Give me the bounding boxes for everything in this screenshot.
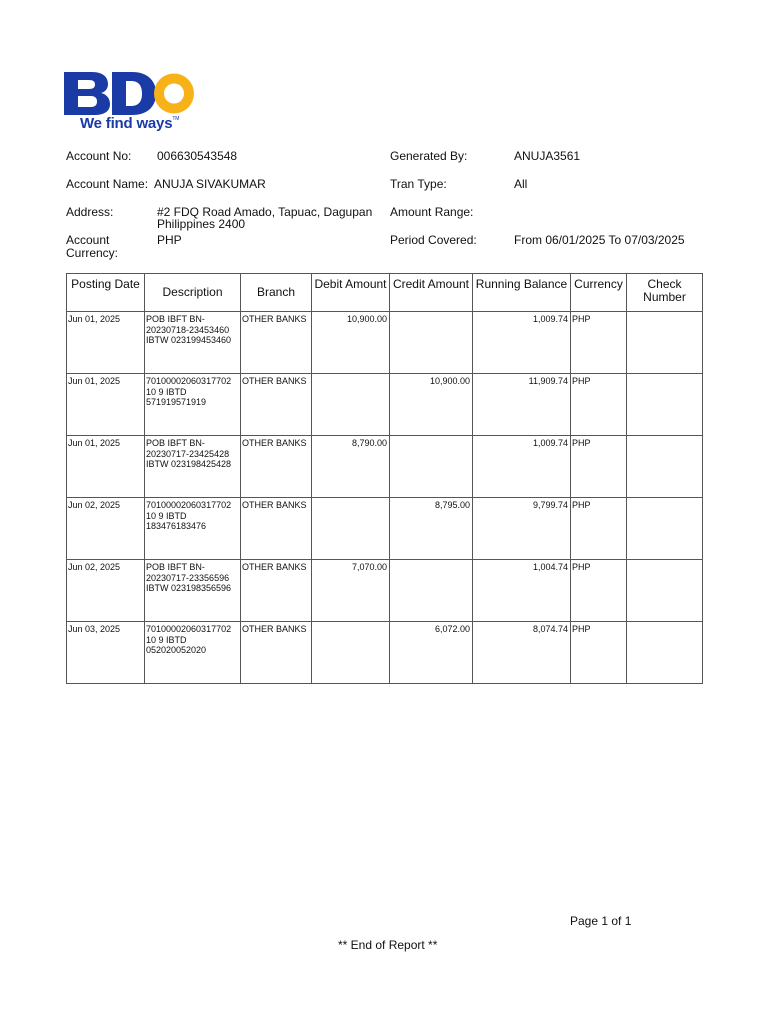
cell-credit: [390, 312, 473, 374]
desc-line: POB IBFT BN-: [146, 562, 205, 572]
cell-debit: 10,900.00: [312, 312, 390, 374]
desc-line: 183476183476: [146, 521, 207, 531]
account-no-value: 006630543548: [157, 149, 238, 163]
page-number: Page 1 of 1: [570, 914, 632, 928]
cell-branch: OTHER BANKS: [241, 498, 312, 560]
cell-check: [627, 436, 703, 498]
col-description: Description: [145, 274, 241, 312]
cell-debit: [312, 498, 390, 560]
generated-by-value: ANUJA3561: [514, 149, 581, 163]
cell-date: Jun 01, 2025: [67, 374, 145, 436]
period-label: Period Covered:: [390, 233, 477, 247]
cell-check: [627, 560, 703, 622]
cell-currency: PHP: [571, 622, 627, 684]
cell-balance: 9,799.74: [473, 498, 571, 560]
cell-check: [627, 622, 703, 684]
desc-line: 10 9 IBTD: [146, 386, 187, 397]
desc-line: 052020052020: [146, 645, 207, 655]
cell-description: [145, 374, 241, 436]
cell-currency: PHP: [571, 374, 627, 436]
currency-label-line-1: Account: [66, 233, 110, 247]
cell-currency: PHP: [571, 436, 627, 498]
table-row: [67, 436, 703, 498]
cell-check: [627, 498, 703, 560]
cell-branch: OTHER BANKS: [241, 374, 312, 436]
cell-check: [627, 374, 703, 436]
bdo-logo-mark: [62, 68, 202, 118]
col-currency: Currency: [571, 274, 627, 312]
cell-branch: OTHER BANKS: [241, 560, 312, 622]
desc-line: 70100002060317702: [146, 376, 232, 386]
cell-balance: 1,009.74: [473, 312, 571, 374]
col-debit-amount: Debit Amount: [312, 274, 390, 312]
cell-credit: [390, 436, 473, 498]
cell-date: Jun 03, 2025: [67, 622, 145, 684]
desc-line: IBTW 023198425428: [146, 459, 232, 469]
currency-label-line-2: Currency:: [66, 246, 119, 260]
col-posting-date: Posting Date: [67, 274, 145, 312]
desc-line: 70100002060317702: [146, 500, 232, 510]
cell-debit: [312, 374, 390, 436]
amount-range-label: Amount Range:: [390, 205, 474, 219]
cell-description: [145, 498, 241, 560]
period-value: From 06/01/2025 To 07/03/2025: [514, 233, 685, 247]
cell-currency: PHP: [571, 498, 627, 560]
generated-by-label: Generated By:: [390, 149, 468, 163]
desc-line: POB IBFT BN-: [146, 314, 205, 324]
currency-value: PHP: [157, 233, 182, 247]
col-credit-amount: Credit Amount: [390, 274, 473, 312]
cell-date: Jun 01, 2025: [67, 436, 145, 498]
table-row: [67, 312, 703, 374]
desc-line: 10 9 IBTD: [146, 634, 187, 645]
cell-description: [145, 436, 241, 498]
cell-balance: 11,909.74: [473, 374, 571, 436]
desc-line: 20230718-23453460: [146, 324, 230, 335]
col-branch: Branch: [241, 274, 312, 312]
desc-line: 20230717-23425428: [146, 448, 230, 459]
cell-balance: 8,074.74: [473, 622, 571, 684]
account-no-label: Account No:: [66, 149, 132, 163]
cell-check: [627, 312, 703, 374]
account-name-label: Account Name:: [66, 177, 149, 191]
cell-date: Jun 02, 2025: [67, 498, 145, 560]
table-row: [67, 622, 703, 684]
cell-debit: 8,790.00: [312, 436, 390, 498]
cell-date: Jun 02, 2025: [67, 560, 145, 622]
desc-line: 10 9 IBTD: [146, 510, 187, 521]
brand-tagline: We find ways™: [80, 115, 180, 132]
cell-debit: 7,070.00: [312, 560, 390, 622]
cell-debit: [312, 622, 390, 684]
account-name-value: ANUJA SIVAKUMAR: [154, 177, 266, 191]
desc-line: POB IBFT BN-: [146, 438, 205, 448]
desc-line: 70100002060317702: [146, 624, 232, 634]
desc-line: IBTW 023199453460: [146, 335, 232, 345]
cell-credit: [390, 560, 473, 622]
cell-branch: OTHER BANKS: [241, 436, 312, 498]
address-label: Address:: [66, 205, 114, 219]
cell-branch: OTHER BANKS: [241, 312, 312, 374]
transactions-table: [66, 273, 703, 684]
cell-credit: 6,072.00: [390, 622, 473, 684]
address-line-2: Philippines 2400: [157, 217, 246, 231]
address-line-1: #2 FDQ Road Amado, Tapuac, Dagupan: [157, 205, 373, 219]
desc-line: 571919571919: [146, 397, 207, 407]
cell-description: [145, 312, 241, 374]
cell-balance: 1,004.74: [473, 560, 571, 622]
table-row: [67, 498, 703, 560]
table-row: [67, 560, 703, 622]
cell-balance: 1,009.74: [473, 436, 571, 498]
table-header-row: [67, 274, 703, 312]
cell-date: Jun 01, 2025: [67, 312, 145, 374]
col-check-number: Check Number: [627, 274, 703, 312]
cell-description: [145, 560, 241, 622]
cell-currency: PHP: [571, 560, 627, 622]
cell-branch: OTHER BANKS: [241, 622, 312, 684]
tran-type-value: All: [514, 177, 528, 191]
cell-description: [145, 622, 241, 684]
table-row: [67, 374, 703, 436]
tran-type-label: Tran Type:: [390, 177, 447, 191]
end-of-report: ** End of Report **: [338, 938, 438, 952]
cell-currency: PHP: [571, 312, 627, 374]
desc-line: IBTW 023198356596: [146, 583, 232, 593]
cell-credit: 8,795.00: [390, 498, 473, 560]
desc-line: 20230717-23356596: [146, 572, 230, 583]
cell-credit: 10,900.00: [390, 374, 473, 436]
col-running-balance: Running Balance: [473, 274, 571, 312]
